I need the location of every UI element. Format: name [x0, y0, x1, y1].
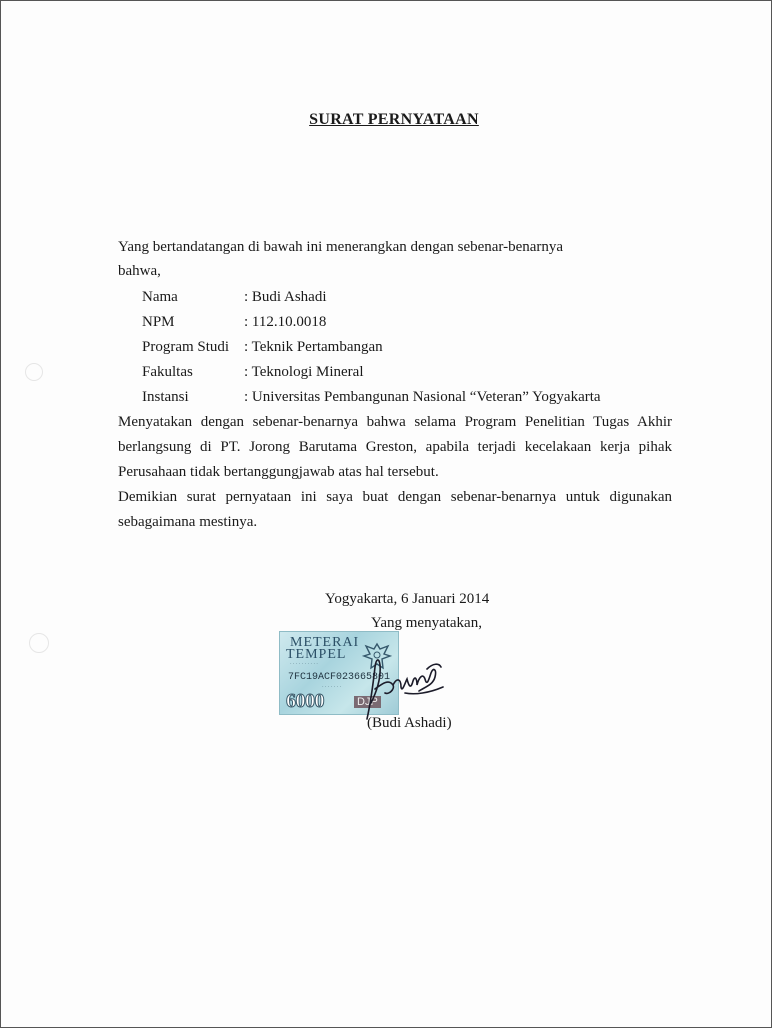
field-label-npm: NPM — [142, 314, 175, 330]
stamp-line-1: METERAI — [290, 635, 360, 650]
document-title: SURAT PERNYATAAN — [309, 111, 479, 128]
intro-line-1: Yang bertandatangan di bawah ini menerangkan dengan sebenar-benarnya — [118, 239, 564, 255]
stamp-microtext-icon: · · · · · · · · · · — [290, 662, 318, 667]
punch-hole-mark — [29, 633, 49, 653]
field-value-name: : Budi Ashadi — [244, 289, 327, 305]
place-date: Yogyakarta, 6 Januari 2014 — [325, 591, 490, 607]
field-label-faculty: Fakultas — [142, 364, 193, 380]
stamp-line-2: TEMPEL — [286, 647, 347, 662]
field-value-faculty: : Teknologi Mineral — [244, 364, 364, 380]
field-value-npm: : 112.10.0018 — [244, 314, 327, 330]
punch-hole-mark — [25, 363, 43, 381]
stamp-suffix: DJP — [354, 696, 381, 708]
statement-line-2: berlangsung di PT. Jorong Barutama Greston, apabila terjadi kecelakaan kerja pihak — [118, 439, 672, 455]
statement-line-5: sebagaimana mestinya. — [118, 514, 258, 530]
field-value-institution: : Universitas Pembangunan Nasional “Veteran” Yogyakarta — [244, 389, 601, 405]
field-value-program: : Teknik Pertambangan — [244, 339, 383, 355]
handwritten-signature-icon — [349, 649, 449, 721]
statement-line-3: Perusahaan tidak bertanggungjawab atas hal tersebut. — [118, 464, 439, 480]
field-label-program: Program Studi — [142, 339, 230, 355]
field-label-institution: Instansi — [142, 389, 189, 405]
stamp-nominal: 6000 — [286, 690, 324, 712]
intro-line-2: bahwa, — [118, 263, 161, 279]
statement-line-1: Menyatakan dengan sebenar-benarnya bahwa selama Program Penelitian Tugas Akhir — [118, 414, 672, 430]
declarant-label: Yang menyatakan, — [371, 615, 482, 631]
stamp-serial-code: 7FC19ACF023665801 — [288, 672, 391, 683]
field-label-name: Nama — [142, 289, 178, 305]
signer-name: (Budi Ashadi) — [367, 715, 452, 731]
statement-line-4: Demikian surat pernyataan ini saya buat dengan sebenar-benarnya untuk digunakan — [118, 489, 672, 505]
stamp-microtext-2-icon: · · · · · · · — [322, 685, 342, 690]
